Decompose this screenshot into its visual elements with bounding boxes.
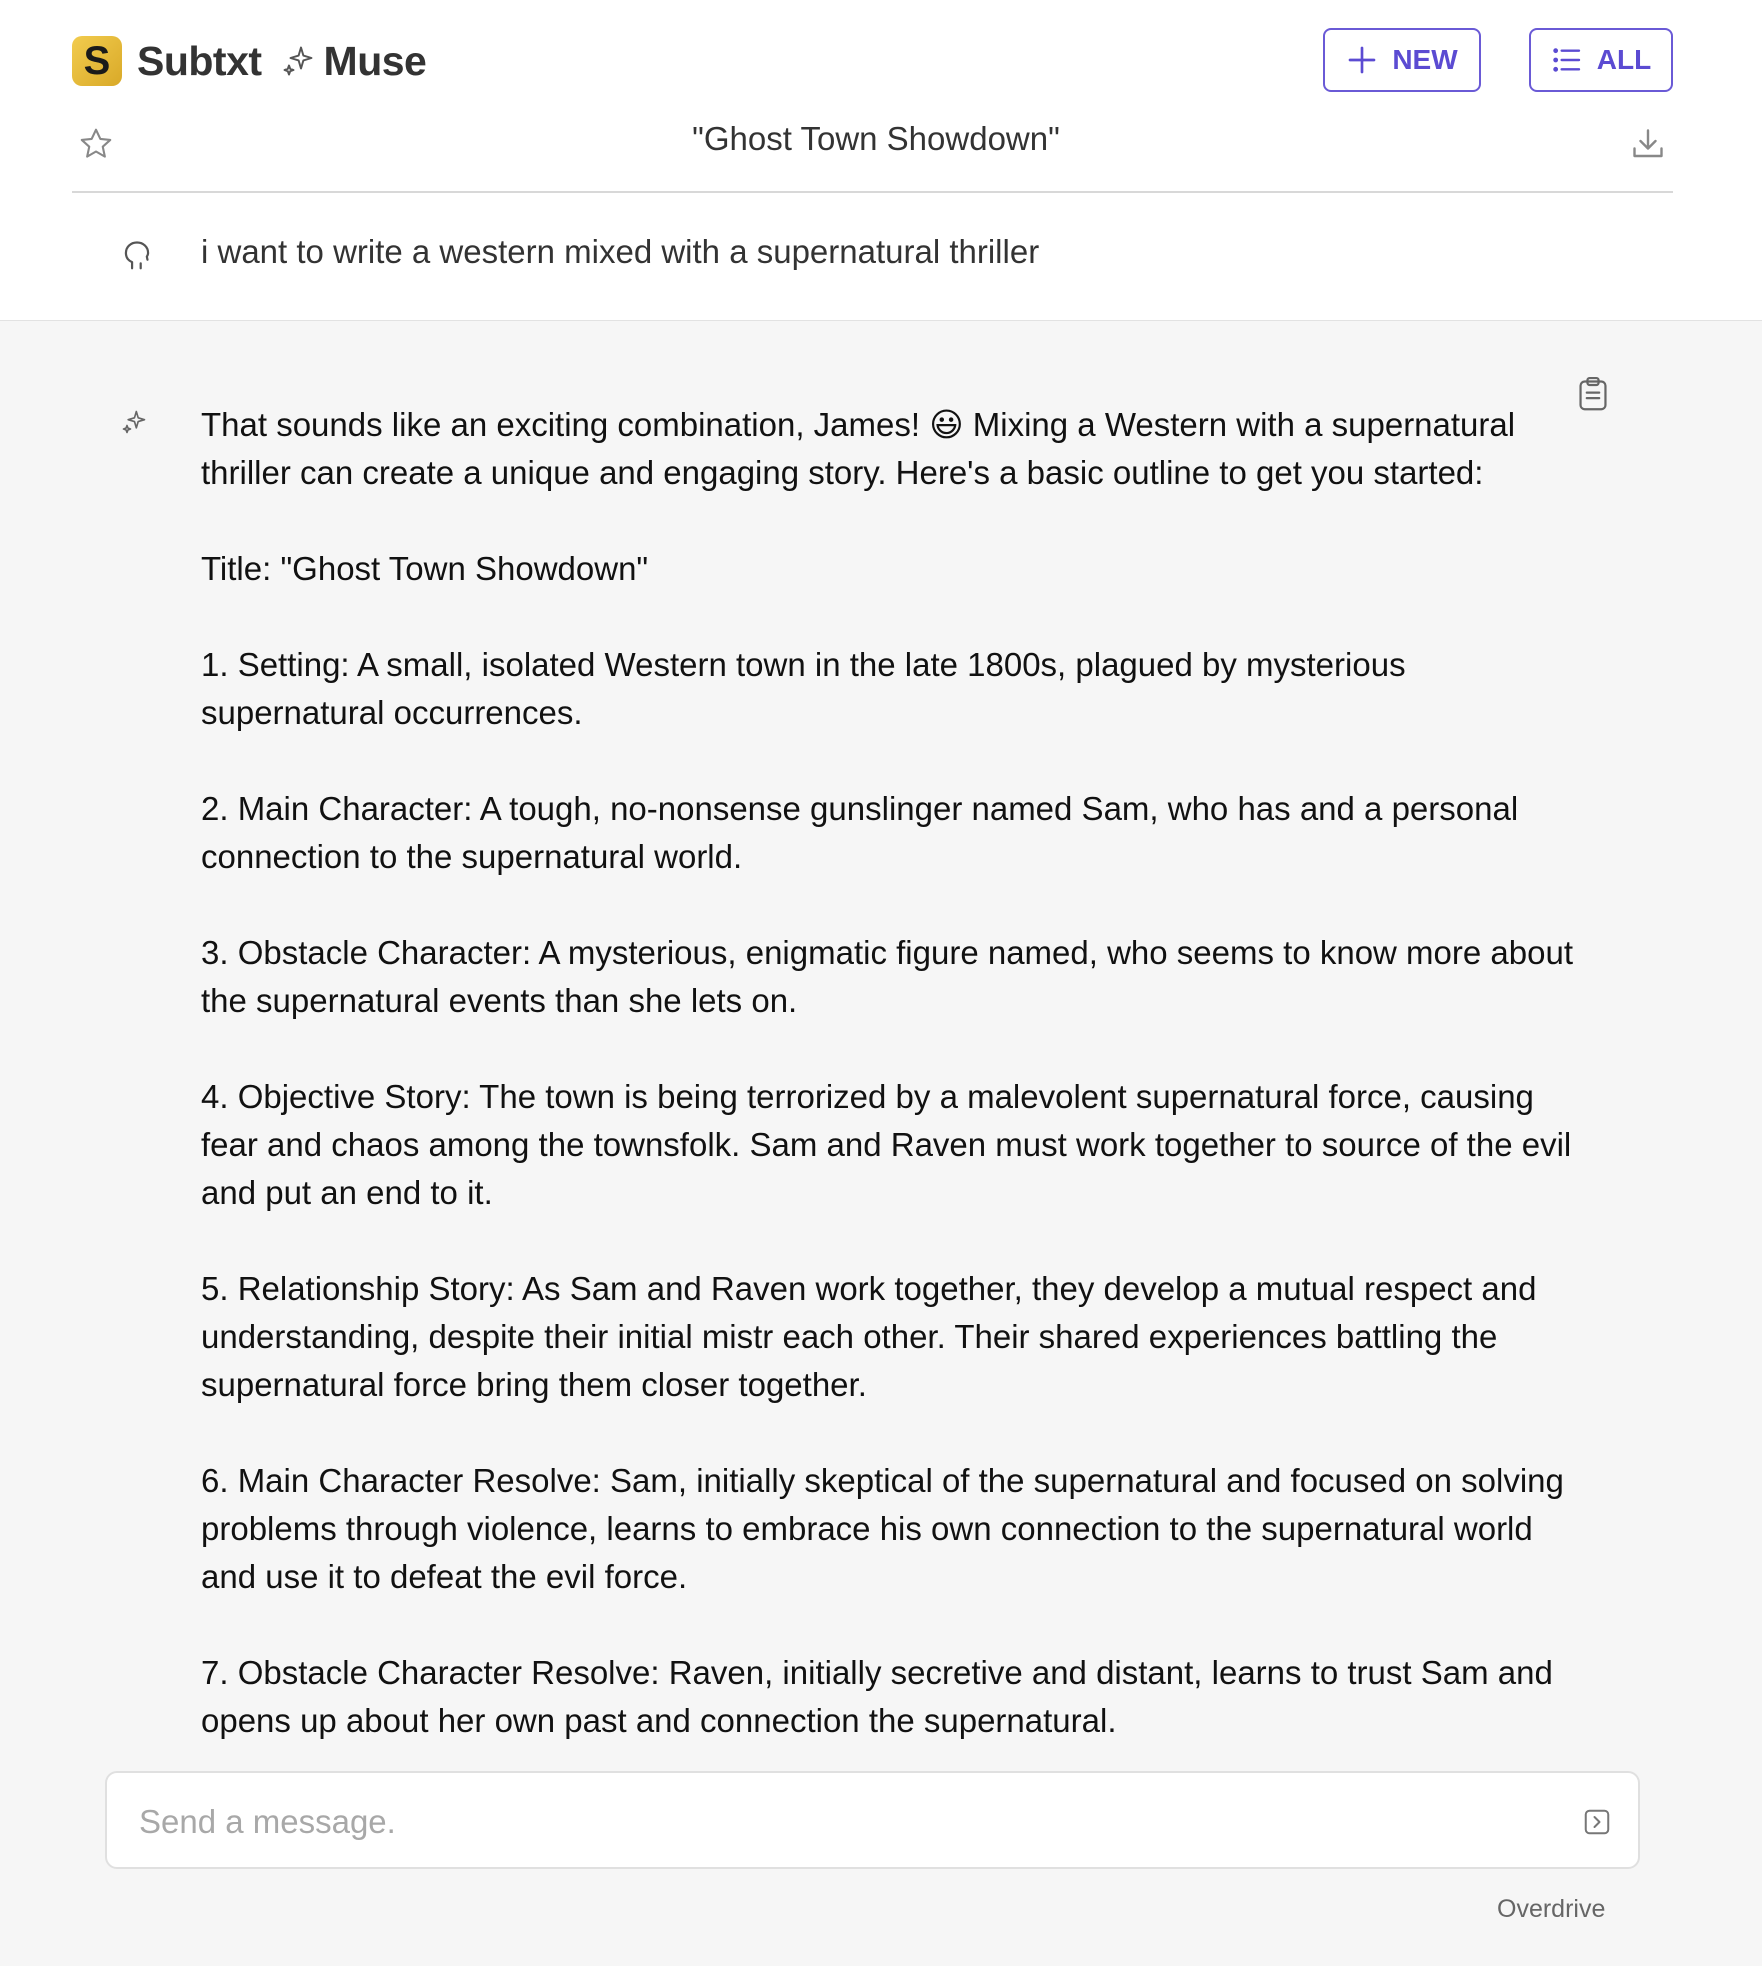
overdrive-toggle[interactable]: Overdrive <box>1497 1895 1606 1923</box>
conversation-title: "Ghost Town Showdown" <box>692 120 1060 157</box>
brand <box>137 36 426 86</box>
message-paragraph: 2. Main Character: A tough, no-nonsense gunslinger named Sam, who has and a personal connection to the supernatural world. <box>201 790 1519 875</box>
send-icon[interactable] <box>1582 1807 1612 1842</box>
download-icon[interactable] <box>1630 126 1666 167</box>
logo-letter: S <box>83 39 111 83</box>
product-name: Muse <box>323 37 427 84</box>
sparkle-icon <box>280 43 316 79</box>
message-paragraph: That sounds like an exciting combination, James! 😃 Mixing a Western with a supernatural thriller can create a unique and engaging story. Here's a basic outline to get you started: <box>201 406 1516 491</box>
message-input[interactable] <box>137 1795 1561 1849</box>
header-divider <box>72 191 1673 193</box>
message-paragraph: 1. Setting: A small, isolated Western town in the late 1800s, plagued by mysterious supernatural occurrences. <box>201 646 1406 731</box>
message-paragraph: 6. Main Character Resolve: Sam, initially skeptical of the supernatural and focused on solving problems through violence, learns to embrace his own connection to the supernatural world and use it to defeat the evil force. <box>201 1462 1564 1595</box>
sparkle-icon <box>120 408 148 441</box>
message-paragraph: 7. Obstacle Character Resolve: Raven, initially secretive and distant, learns to trust Sam and opens up about her own past and connection the supernatural. <box>201 1654 1553 1739</box>
new-conversation-button[interactable] <box>1323 28 1481 92</box>
plus-icon <box>1346 44 1378 76</box>
list-icon <box>1551 44 1583 76</box>
assistant-message <box>201 401 1581 1793</box>
message-composer <box>105 1771 1640 1869</box>
message-paragraph: 5. Relationship Story: As Sam and Raven work together, they develop a mutual respect and understanding, despite their initial mistr each other. Their shared experiences battling the supernatural force bring them closer together. <box>201 1270 1537 1403</box>
message-paragraph: Title: "Ghost Town Showdown" <box>201 550 649 587</box>
clipboard-icon[interactable] <box>1577 376 1609 417</box>
message-paragraph: 3. Obstacle Character: A mysterious, enigmatic figure named, who seems to know more about the supernatural events than she lets on. <box>201 934 1573 1019</box>
app-name: Subtxt <box>137 37 262 84</box>
subtxt-logo[interactable] <box>72 36 122 86</box>
conversation-header <box>0 0 1762 322</box>
all-button-label: ALL <box>1596 44 1652 75</box>
head-icon <box>122 240 152 277</box>
new-button-label: NEW <box>1392 44 1458 75</box>
user-prompt: i want to write a western mixed with a supernatural thriller <box>201 233 1040 270</box>
message-paragraph: 4. Objective Story: The town is being terrorized by a malevolent supernatural force, causing fear and chaos among the townsfolk. Sam and Raven must work together to source of the evil and put an end to it. <box>201 1078 1572 1211</box>
all-conversations-button[interactable] <box>1529 28 1673 92</box>
